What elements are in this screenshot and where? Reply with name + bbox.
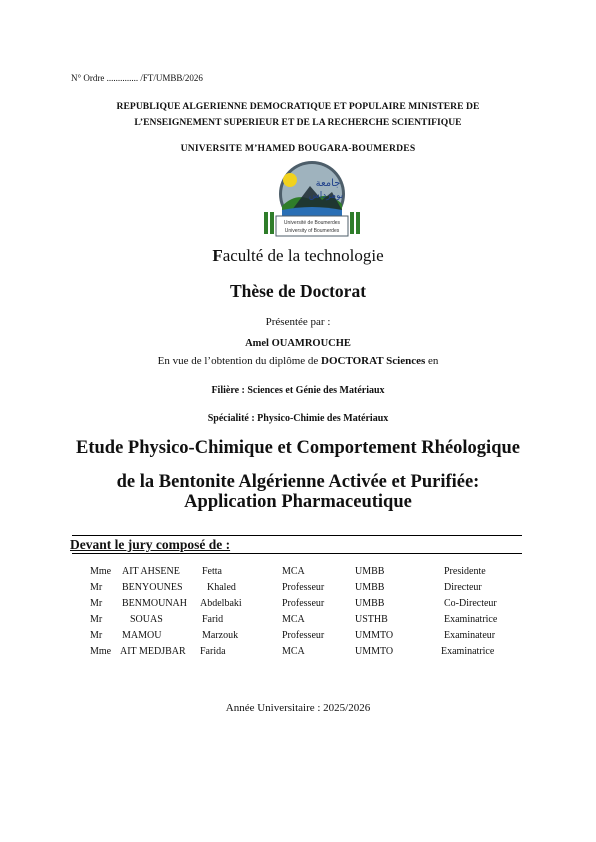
jury-grade: Professeur — [282, 598, 325, 609]
jury-role: Examinatrice — [444, 614, 498, 625]
jury-firstname: Marzouk — [202, 630, 239, 641]
jury-heading: Devant le jury composé de : — [70, 537, 231, 552]
divider-top — [72, 535, 522, 536]
filiere: Filière : Sciences et Génie des Matériaux — [211, 385, 385, 396]
jury-institution: UMMTO — [355, 630, 394, 641]
academic-year: Année Universitaire : 2025/2026 — [225, 702, 371, 714]
faculty-initial: F — [212, 246, 223, 265]
presented-by: Présentée par : — [265, 316, 331, 328]
jury-row — [0, 566, 596, 580]
jury-role: Presidente — [444, 566, 486, 577]
university-logo — [262, 160, 362, 242]
jury-surname: AIT AHSENE — [122, 566, 180, 577]
jury-role: Directeur — [444, 582, 482, 593]
order-number: N° Ordre .............. /FT/UMBB/2026 — [71, 73, 203, 83]
jury-grade: Professeur — [282, 582, 325, 593]
jury-civility: Mme — [90, 646, 112, 657]
jury-surname: SOUAS — [130, 614, 163, 625]
degree-suffix: en — [425, 355, 439, 367]
jury-row — [0, 646, 596, 660]
jury-grade: MCA — [282, 566, 305, 577]
degree-line — [0, 355, 596, 367]
jury-surname: BENMOUNAH — [122, 598, 187, 609]
jury-institution: UMBB — [355, 566, 385, 577]
jury-role: Examinateur — [444, 630, 496, 641]
jury-civility: Mr — [90, 630, 103, 641]
jury-civility: Mr — [90, 598, 103, 609]
svg-text:Université de Boumerdes: Université de Boumerdes — [283, 220, 341, 226]
jury-grade: MCA — [282, 614, 305, 625]
jury-institution: UMMTO — [355, 646, 394, 657]
jury-grade: MCA — [282, 646, 305, 657]
jury-row — [0, 582, 596, 596]
jury-row — [0, 614, 596, 628]
jury-institution: UMBB — [355, 582, 385, 593]
author-name: Amel OUAMROUCHE — [245, 338, 351, 349]
republique-line-1: REPUBLIQUE ALGERIENNE DEMOCRATIQUE ET POPULAIRE MINISTERE DE — [116, 101, 480, 112]
specialite: Spécialité : Physico-Chimie des Matériaux — [207, 413, 389, 424]
jury-institution: UMBB — [355, 598, 385, 609]
jury-surname: BENYOUNES — [122, 582, 183, 593]
jury-civility: Mr — [90, 614, 103, 625]
jury-firstname: Khaled — [207, 582, 236, 593]
svg-text:جامعة: جامعة — [315, 178, 341, 189]
jury-surname: MAMOU — [122, 630, 162, 641]
jury-civility: Mr — [90, 582, 103, 593]
degree-name: DOCTORAT Sciences — [321, 355, 426, 367]
divider-bottom — [72, 553, 522, 554]
svg-text:بومرداس: بومرداس — [308, 191, 344, 201]
jury-row — [0, 630, 596, 644]
degree-prefix: En vue de l’obtention du diplôme de — [157, 355, 322, 367]
thesis-title-line-3: Application Pharmaceutique — [184, 492, 412, 512]
jury-firstname: Farid — [202, 614, 224, 625]
thesis-title-line-2: de la Bentonite Algérienne Activée et Purifiée: — [116, 472, 480, 492]
jury-firstname: Abdelbaki — [200, 598, 242, 609]
republique-line-2: L’ENSEIGNEMENT SUPERIEUR ET DE LA RECHERCHE SCIENTIFIQUE — [134, 117, 462, 128]
thesis-title-line-1: Etude Physico-Chimique et Comportement Rhéologique — [76, 438, 520, 458]
faculty-name — [0, 246, 596, 266]
faculty-rest: aculté de la technologie — [222, 246, 384, 265]
jury-firstname: Fetta — [202, 566, 222, 577]
university-name: UNIVERSITE M’HAMED BOUGARA-BOUMERDES — [180, 143, 416, 154]
jury-role: Co-Directeur — [444, 598, 497, 609]
jury-civility: Mme — [90, 566, 112, 577]
jury-institution: USTHB — [355, 614, 388, 625]
jury-firstname: Farida — [200, 646, 226, 657]
svg-text:University of Boumerdes: University of Boumerdes — [284, 228, 340, 234]
jury-row — [0, 598, 596, 612]
jury-role: Examinatrice — [441, 646, 495, 657]
jury-table — [0, 566, 596, 666]
jury-surname: AIT MEDJBAR — [120, 646, 186, 657]
jury-grade: Professeur — [282, 630, 325, 641]
thesis-type: Thèse de Doctorat — [229, 281, 367, 301]
